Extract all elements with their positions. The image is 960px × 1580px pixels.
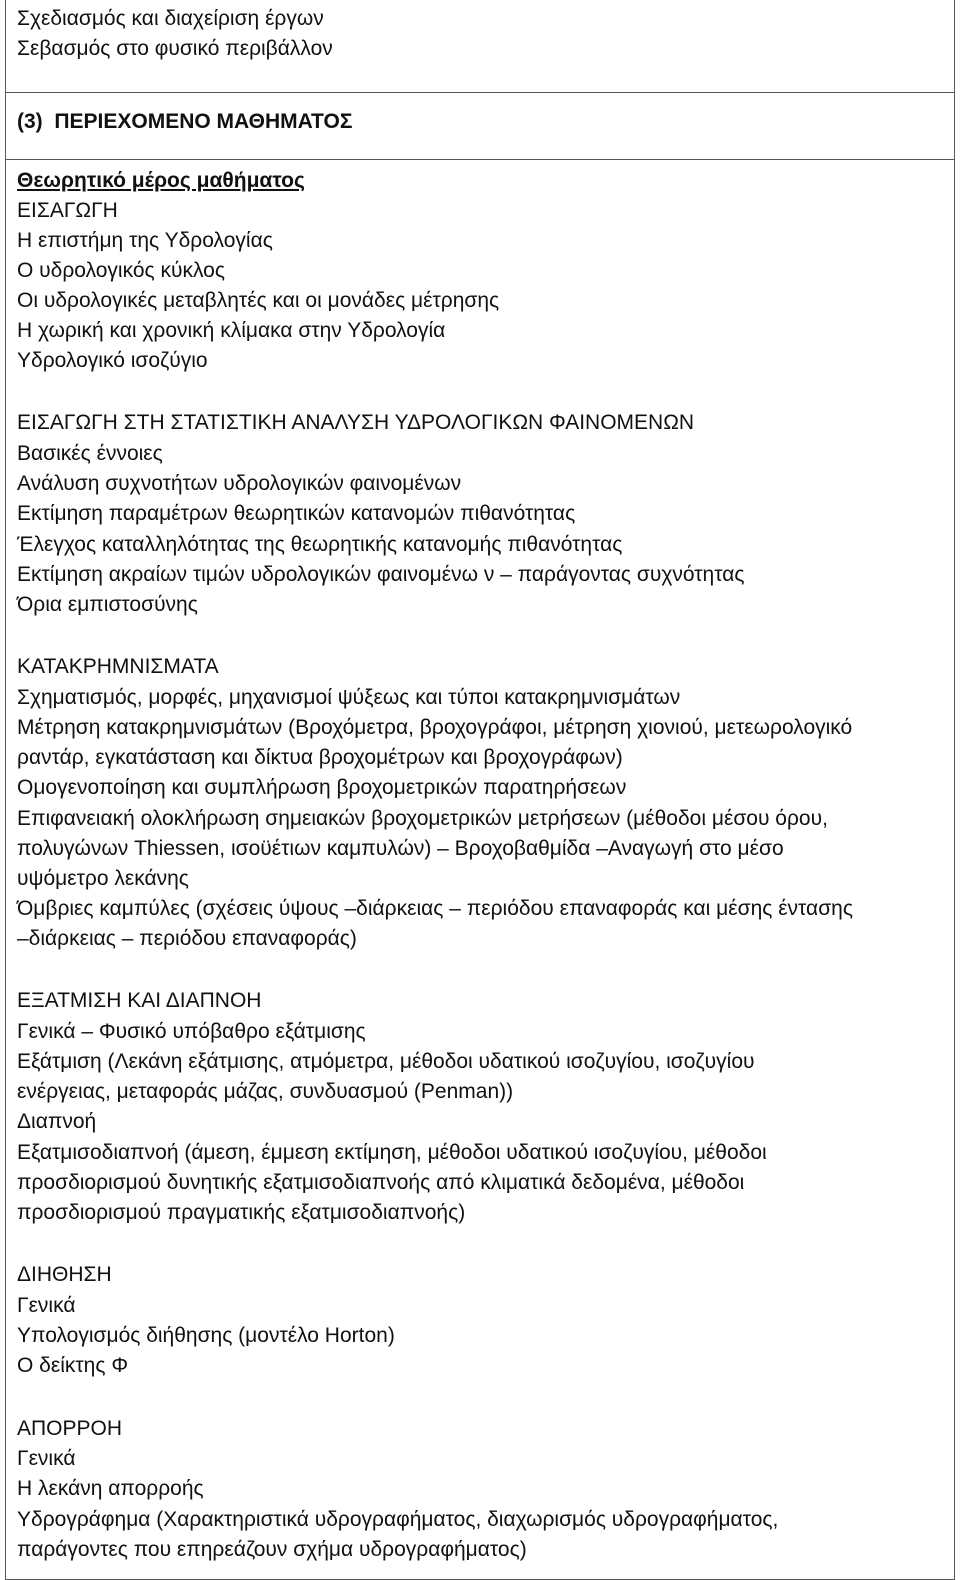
infil-heading: ΔΙΗΘΗΣΗ bbox=[17, 1263, 112, 1286]
precip-item: Όμβριες καμπύλες (σχέσεις ύψους –διάρκειας – περιόδου επαναφοράς και μέσης έντασης bbox=[17, 897, 853, 920]
precip-item: Επιφανειακή ολοκλήρωση σημειακών βροχομετρικών μετρήσεων (μέθοδοι μέσου όρου, bbox=[17, 807, 828, 830]
evap-item: Εξατμισοδιαπνοή (άμεση, έμμεση εκτίμηση, μέθοδοι υδατικού ισοζυγίου, μέθοδοι bbox=[17, 1141, 767, 1164]
infil-item: Ο δείκτης Φ bbox=[17, 1354, 129, 1377]
precip-item: υψόμετρο λεκάνης bbox=[17, 867, 189, 890]
evap-heading: ΕΞΑΤΜΙΣΗ ΚΑΙ ΔΙΑΠΝΟΗ bbox=[17, 989, 262, 1012]
content-subtitle: Θεωρητικό μέρος μαθήματος bbox=[17, 169, 305, 192]
precip-item: ραντάρ, εγκατάσταση και δίκτυα βροχομέτρων και βροχογράφων) bbox=[17, 746, 623, 769]
runoff-item: Υδρογράφημα (Χαρακτηριστικά υδρογραφήματος, διαχωρισμός υδρογραφήματος, bbox=[17, 1508, 779, 1531]
section-number: (3) bbox=[17, 110, 43, 133]
stats-item: Βασικές έννοιες bbox=[17, 442, 163, 465]
section-title: ΠΕΡΙΕΧΟΜΕΝΟ ΜΑΘΗΜΑΤΟΣ bbox=[54, 110, 353, 133]
evap-item: Γενικά – Φυσικό υπόβαθρο εξάτμισης bbox=[17, 1020, 366, 1043]
evap-item: Διαπνοή bbox=[17, 1110, 97, 1133]
stats-item: Όρια εμπιστοσύνης bbox=[17, 593, 198, 616]
evap-item: Εξάτμιση (Λεκάνη εξάτμισης, ατμόμετρα, μέθοδοι υδατικού ισοζυγίου, ισοζυγίου bbox=[17, 1050, 755, 1073]
intro-item: Υδρολογικό ισοζύγιο bbox=[17, 349, 208, 372]
stats-item: Ανάλυση συχνοτήτων υδρολογικών φαινομένων bbox=[17, 472, 462, 495]
intro-item: Ο υδρολογικός κύκλος bbox=[17, 259, 225, 282]
stats-item: Εκτίμηση παραμέτρων θεωρητικών κατανομών πιθανότητας bbox=[17, 502, 576, 525]
top-line: Σχεδιασμός και διαχείριση έργων bbox=[17, 7, 324, 30]
runoff-heading: ΑΠΟΡΡΟΗ bbox=[17, 1417, 123, 1440]
precip-heading: ΚΑΤΑΚΡΗΜΝΙΣΜΑΤΑ bbox=[17, 655, 219, 678]
evap-item: προσδιορισμού πραγματικής εξατμισοδιαπνοής) bbox=[17, 1201, 466, 1224]
intro-heading: ΕΙΣΑΓΩΓΗ bbox=[17, 199, 118, 222]
infil-item: Γενικά bbox=[17, 1294, 76, 1317]
intro-item: Η επιστήμη της Υδρολογίας bbox=[17, 229, 273, 252]
stats-item: Εκτίμηση ακραίων τιμών υδρολογικών φαινομένω ν – παράγοντας συχνότητας bbox=[17, 563, 745, 586]
evap-item: προσδιορισμού δυνητικής εξατμισοδιαπνοής από κλιματικά δεδομένα, μέθοδοι bbox=[17, 1171, 745, 1194]
runoff-item: παράγοντες που επηρεάζουν σχήμα υδρογραφήματος) bbox=[17, 1538, 527, 1561]
precip-item: –διάρκειας – περιόδου επαναφοράς) bbox=[17, 927, 357, 950]
precip-item: Μέτρηση κατακρημνισμάτων (Βροχόμετρα, βροχογράφοι, μέτρηση χιονιού, μετεωρολογικό bbox=[17, 716, 853, 739]
precip-item: Σχηματισμός, μορφές, μηχανισμοί ψύξεως και τύποι κατακρημνισμάτων bbox=[17, 686, 681, 709]
intro-item: Οι υδρολογικές μεταβλητές και οι μονάδες μέτρησης bbox=[17, 289, 500, 312]
infil-item: Υπολογισμός διήθησης (μοντέλο Horton) bbox=[17, 1324, 395, 1347]
runoff-item: Η λεκάνη απορροής bbox=[17, 1477, 204, 1500]
precip-item: Ομογενοποίηση και συμπλήρωση βροχομετρικών παρατηρήσεων bbox=[17, 776, 627, 799]
stats-item: Έλεγχος καταλληλότητας της θεωρητικής κατανομής πιθανότητας bbox=[17, 533, 623, 556]
evap-item: ενέργειας, μεταφοράς μάζας, συνδυασμού (Penman)) bbox=[17, 1080, 514, 1103]
intro-item: Η χωρική και χρονική κλίμακα στην Υδρολογία bbox=[17, 319, 446, 342]
precip-item: πολυγώνων Thiessen, ισοϋέτιων καμπυλών) – Βροχοβαθμίδα –Αναγωγή στο μέσο bbox=[17, 837, 784, 860]
section-heading bbox=[17, 107, 352, 137]
top-line: Σεβασμός στο φυσικό περιβάλλον bbox=[17, 37, 333, 60]
runoff-item: Γενικά bbox=[17, 1447, 76, 1470]
stats-heading: ΕΙΣΑΓΩΓΗ ΣΤΗ ΣΤΑΤΙΣΤΙΚΗ ΑΝΑΛΥΣΗ ΥΔΡΟΛΟΓΙΚΩΝ ΦΑΙΝΟΜΕΝΩΝ bbox=[17, 411, 695, 434]
